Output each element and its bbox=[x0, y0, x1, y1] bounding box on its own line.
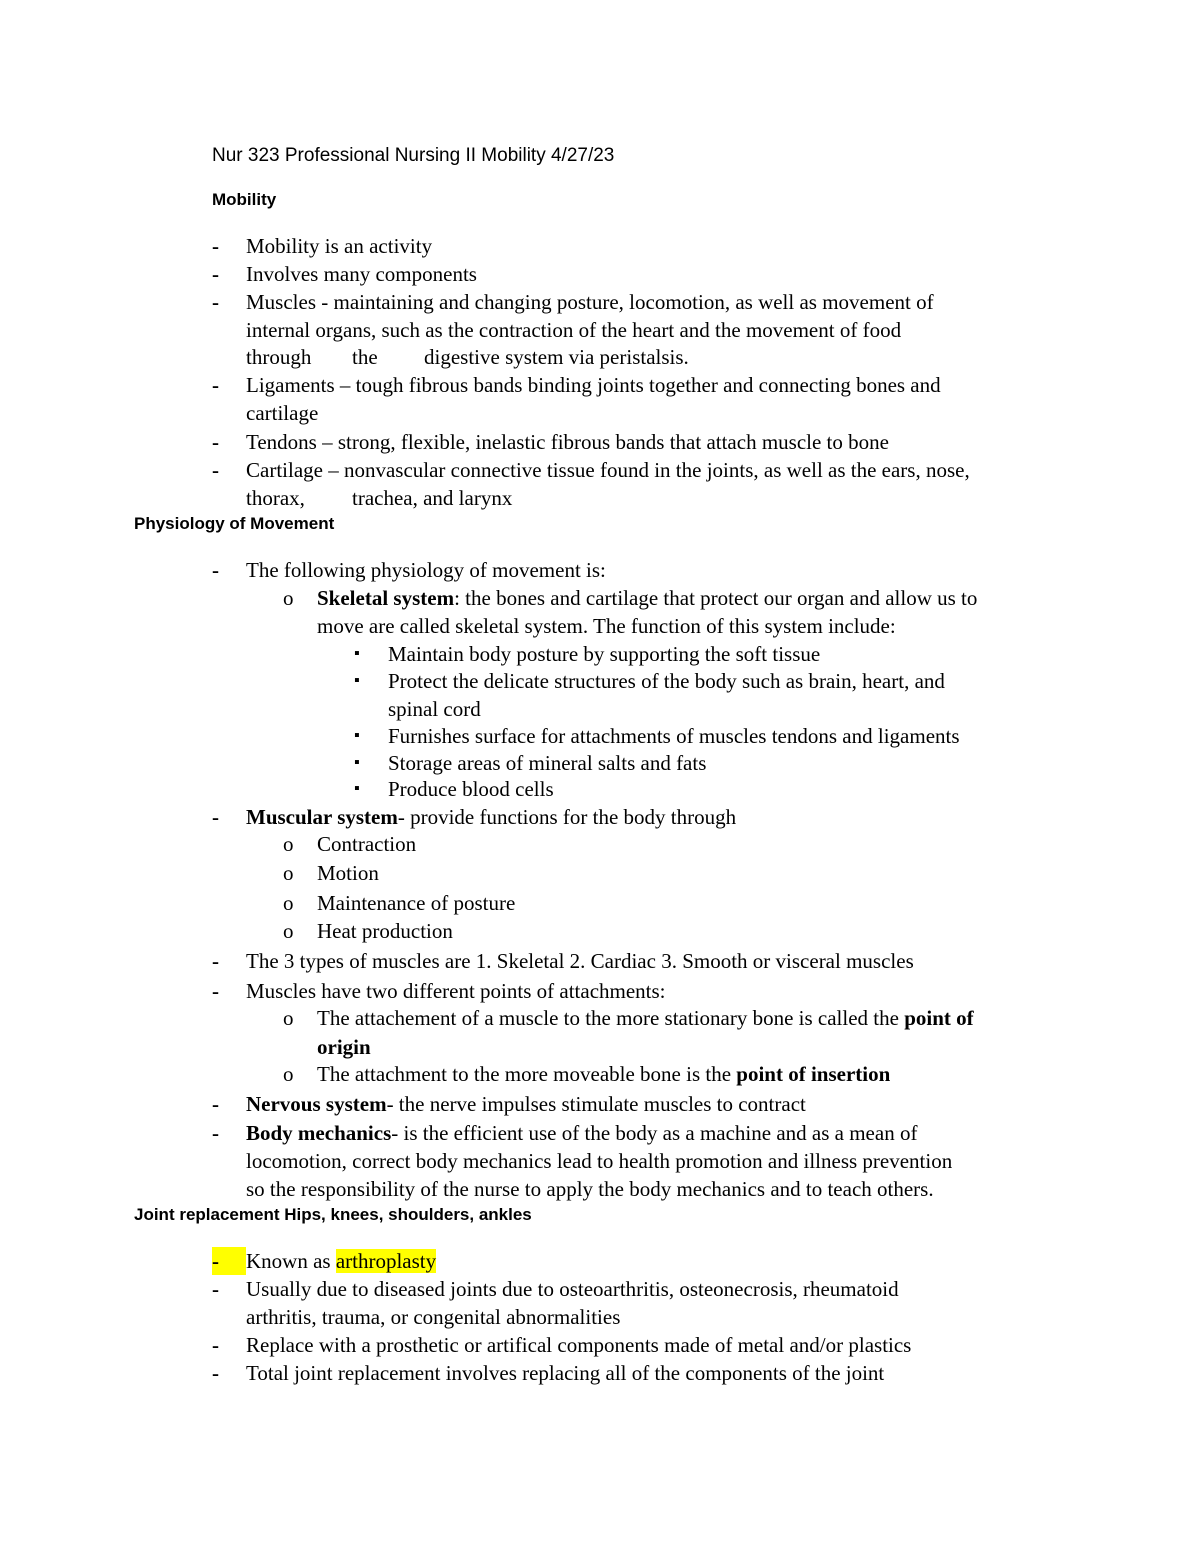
list-item-continuation: thorax, bbox=[246, 486, 305, 510]
nervous-system-item bbox=[246, 1090, 806, 1118]
list-item-text: Protect the delicate structures of the body such as brain, heart, and bbox=[388, 669, 945, 693]
dash-bullet: - bbox=[212, 234, 219, 258]
list-item-text: Contraction bbox=[317, 832, 417, 856]
list-item-continuation: through bbox=[246, 345, 312, 369]
list-item-text: Tendons – strong, flexible, inelastic fibrous bands that attach muscle to bone bbox=[246, 430, 889, 454]
skeletal-system-label: Skeletal system bbox=[317, 586, 455, 610]
list-item-continuation: arthritis, trauma, or congenital abnormalities bbox=[246, 1305, 621, 1329]
body-mechanics-label: Body mechanics bbox=[246, 1121, 392, 1145]
dash-bullet: - bbox=[212, 949, 219, 973]
dash-bullet: - bbox=[212, 1333, 219, 1357]
skeletal-system-text: : the bones and cartilage that protect our organ and allow us to bbox=[454, 586, 978, 610]
highlighted-term: arthroplasty bbox=[335, 1249, 437, 1273]
dash-bullet: - bbox=[212, 1277, 219, 1301]
dash-bullet: - bbox=[212, 805, 219, 829]
list-item-continuation: the bbox=[352, 345, 378, 369]
circle-bullet: o bbox=[283, 861, 294, 885]
heading-joint-replacement: Joint replacement Hips, knees, shoulders, ankles bbox=[134, 1205, 532, 1224]
list-item-continuation: cartilage bbox=[246, 401, 319, 425]
heading-physiology: Physiology of Movement bbox=[134, 514, 335, 533]
dash-bullet: - bbox=[212, 1121, 219, 1145]
list-item-text: Storage areas of mineral salts and fats bbox=[388, 751, 707, 775]
origin-text: The attachement of a muscle to the more stationary bone is called the bbox=[317, 1006, 899, 1030]
known-as-item bbox=[246, 1247, 436, 1275]
list-item-continuation: locomotion, correct body mechanics lead to health promotion and illness prevention bbox=[246, 1149, 953, 1173]
list-item-continuation: internal organs, such as the contraction of the heart and the movement of food bbox=[246, 318, 902, 342]
list-item-continuation: digestive system via peristalsis. bbox=[424, 345, 689, 369]
list-item-continuation: spinal cord bbox=[388, 697, 481, 721]
muscular-system-item bbox=[246, 803, 736, 831]
list-item-text: Furnishes surface for attachments of muscles tendons and ligaments bbox=[388, 724, 960, 748]
list-item-text: Maintenance of posture bbox=[317, 891, 516, 915]
circle-bullet: o bbox=[283, 1062, 294, 1086]
circle-bullet: o bbox=[283, 919, 294, 943]
dash-bullet: - bbox=[212, 262, 219, 286]
list-item-text: Muscles have two different points of attachments: bbox=[246, 979, 666, 1003]
circle-bullet: o bbox=[283, 586, 294, 610]
dash-bullet: - bbox=[212, 1247, 246, 1275]
list-item-text: Motion bbox=[317, 861, 379, 885]
list-item-text: Muscles - maintaining and changing posture, locomotion, as well as movement of bbox=[246, 290, 934, 314]
body-mechanics-item bbox=[246, 1119, 917, 1147]
square-bullet: ▪ bbox=[354, 780, 360, 797]
list-item-text: Ligaments – tough fibrous bands binding joints together and connecting bones and bbox=[246, 373, 941, 397]
list-item-text: Usually due to diseased joints due to osteoarthritis, osteonecrosis, rheumatoid bbox=[246, 1277, 899, 1301]
list-item-text: Involves many components bbox=[246, 262, 477, 286]
circle-bullet: o bbox=[283, 832, 294, 856]
list-item-text: Total joint replacement involves replacing all of the components of the joint bbox=[246, 1361, 885, 1385]
dash-bullet: - bbox=[212, 290, 219, 314]
list-item-text: Produce blood cells bbox=[388, 777, 554, 801]
list-item-text: The following physiology of movement is: bbox=[246, 558, 606, 582]
dash-bullet: - bbox=[212, 430, 219, 454]
nervous-system-text: - the nerve impulses stimulate muscles to contract bbox=[386, 1092, 806, 1116]
heading-mobility: Mobility bbox=[212, 190, 277, 209]
circle-bullet: o bbox=[283, 1006, 294, 1030]
insertion-text: The attachment to the more moveable bone is the bbox=[317, 1062, 732, 1086]
square-bullet: ▪ bbox=[354, 727, 360, 744]
square-bullet: ▪ bbox=[354, 754, 360, 771]
dash-bullet: - bbox=[212, 458, 219, 482]
list-item-text: Heat production bbox=[317, 919, 453, 943]
body-mechanics-text: - is the efficient use of the body as a machine and as a mean of bbox=[391, 1121, 918, 1145]
nervous-system-label: Nervous system bbox=[246, 1092, 387, 1116]
square-bullet: ▪ bbox=[354, 645, 360, 662]
list-item-text: Replace with a prosthetic or artifical components made of metal and/or plastics bbox=[246, 1333, 912, 1357]
muscular-system-text: - provide functions for the body through bbox=[397, 805, 737, 829]
list-item-continuation: move are called skeletal system. The function of this system include: bbox=[317, 614, 896, 638]
origin-item bbox=[317, 1004, 974, 1032]
list-item-text: Mobility is an activity bbox=[246, 234, 433, 258]
list-item-continuation: so the responsibility of the nurse to apply the body mechanics and to teach others. bbox=[246, 1177, 934, 1201]
dash-bullet: - bbox=[212, 373, 219, 397]
square-bullet: ▪ bbox=[354, 672, 360, 689]
list-item-continuation: origin bbox=[317, 1035, 371, 1059]
document-title: Nur 323 Professional Nursing II Mobility 4/27/23 bbox=[212, 145, 615, 166]
skeletal-system-item bbox=[317, 584, 977, 612]
list-item-text: Maintain body posture by supporting the soft tissue bbox=[388, 642, 821, 666]
list-item-text: Cartilage – nonvascular connective tissue found in the joints, as well as the ears, nose, bbox=[246, 458, 970, 482]
muscular-system-label: Muscular system bbox=[246, 805, 398, 829]
insertion-item bbox=[317, 1060, 890, 1088]
circle-bullet: o bbox=[283, 891, 294, 915]
insertion-term: point of insertion bbox=[736, 1062, 891, 1086]
dash-bullet: - bbox=[212, 1092, 219, 1116]
origin-term: point of bbox=[904, 1006, 974, 1030]
dash-bullet: - bbox=[212, 558, 219, 582]
dash-bullet: - bbox=[212, 979, 219, 1003]
dash-bullet: - bbox=[212, 1361, 219, 1385]
known-as-text: Known as bbox=[246, 1249, 331, 1273]
list-item-text: The 3 types of muscles are 1. Skeletal 2. Cardiac 3. Smooth or visceral muscles bbox=[246, 949, 914, 973]
list-item-continuation: trachea, and larynx bbox=[352, 486, 513, 510]
